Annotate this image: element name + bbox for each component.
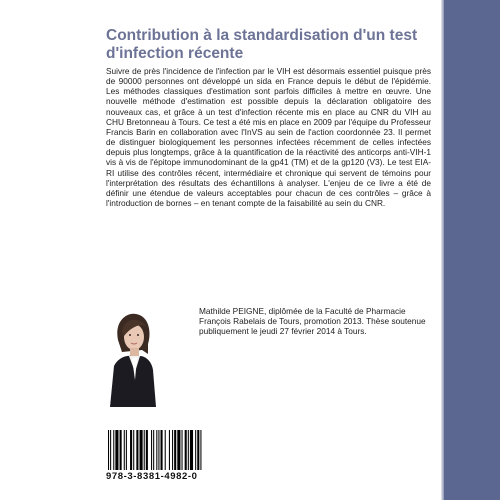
book-title: Contribution à la standardisation d'un test d'infection récente [106, 27, 418, 62]
author-portrait-icon [106, 310, 156, 407]
barcode-bar [108, 430, 109, 470]
barcode-bar [133, 430, 134, 470]
barcode-bar [153, 430, 154, 470]
barcode-bar [158, 430, 159, 470]
barcode-icon [106, 430, 240, 470]
barcode-bar [190, 430, 193, 470]
barcode-bar [156, 430, 157, 470]
barcode-bar [177, 430, 180, 470]
barcode-bar [146, 430, 148, 470]
barcode-bar [174, 430, 176, 470]
barcode-bar [140, 430, 143, 470]
barcode-bar [161, 430, 163, 470]
barcode-bar [115, 430, 118, 470]
author-bio: Mathilde PEIGNE, diplômée de la Faculté de Pharmacie François Rabelais de Tours, promotion 2013. Thèse soutenue publiquement le jeudi 27 février 2014 à Tours. [199, 306, 426, 337]
barcode-bar [182, 430, 183, 470]
barcode-bar [151, 430, 152, 470]
barcode-bar [144, 430, 145, 470]
isbn-barcode [106, 430, 240, 486]
barcode-bar [185, 430, 187, 470]
barcode-bar [195, 430, 196, 470]
barcode-bar [136, 430, 138, 470]
book-summary: Suivre de près l'incidence de l'infection par le VIH est désormais essentiel puisque près de 90000 personnes ont développé un sida en France depuis le début de l'épidémie. Les méthodes classiques d'estimation sont parfois difficiles à mettre en œuvre. Une nouvelle méthode d'estimation est possible depuis la déclaration obligatoire des nouveaux cas, et grâce à un test d'infection récente mis en place au CNR du VIH au CHU Bretonneau à Tours. Ce test a été mis en place en 2009 par l'équipe du Professeur Francis Barin en collaboration avec l'InVS au sein de l'action coordonnée 23. Il permet de distinguer biologiquement les personnes infectées récemment de celles infectées depuis plus longtemps, grâce à la quantification de la réactivité des anticorps anti-VIH-1 vis à vis de l'épitope immunodominant de la gp41 (TM) et de la gp120 (V3). Le test EIA-RI utilise des contrôles récent, intermédiaire et chronique qui servent de témoins pour l'interprétation des résultats des échantillons à analyser. L'enjeu de ce livre a été de définir une étendue de valeurs acceptables pour chacun de ces contrôles – grâce à l'introduction de bornes – en tenant compte de la faisabilité au sein du CNR. [106, 66, 431, 209]
barcode-bar [130, 430, 132, 470]
barcode-bar [169, 430, 170, 470]
barcode-bar [188, 430, 189, 470]
barcode-bar [110, 430, 111, 470]
barcode-bar [126, 430, 127, 470]
barcode-bar [172, 430, 173, 470]
barcode-bar [113, 430, 114, 470]
barcode-bar [120, 430, 122, 470]
barcode-bar [124, 430, 125, 470]
barcode-bar [200, 430, 201, 470]
author-photo [106, 310, 156, 407]
barcode-bar [197, 430, 199, 470]
barcode-bar [165, 430, 166, 470]
book-spine [444, 0, 500, 500]
isbn-number: 978-3-8381-4982-0 [106, 471, 198, 482]
